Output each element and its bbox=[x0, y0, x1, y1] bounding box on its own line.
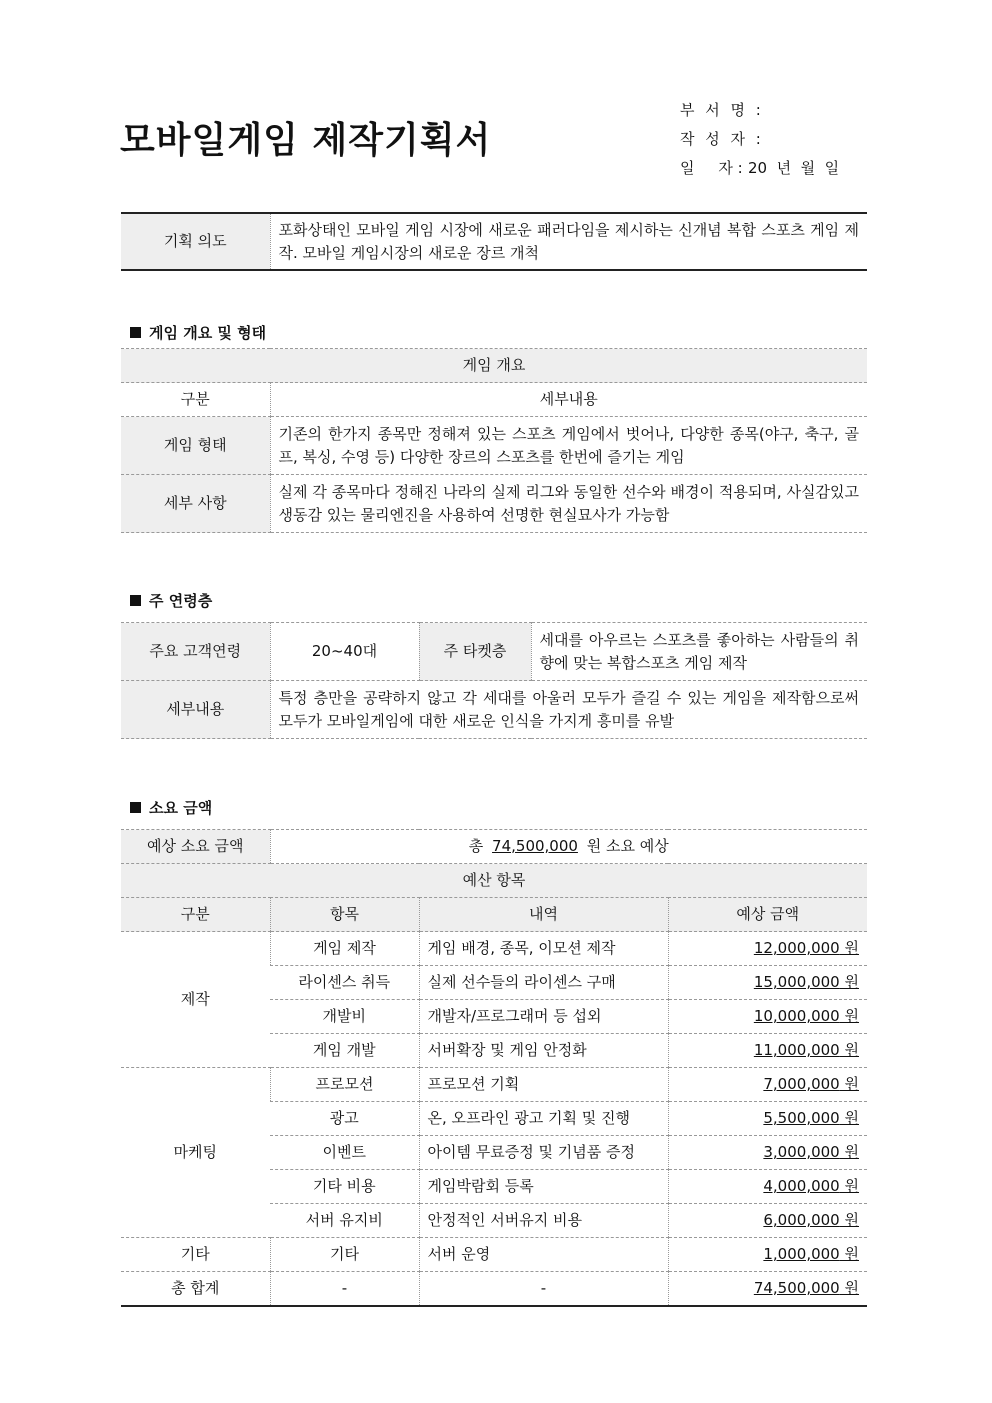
budget-item: 기타 bbox=[270, 1238, 419, 1272]
budget-amount: 12,000,000 원 bbox=[668, 932, 867, 966]
budget-amount: 1,000,000 원 bbox=[668, 1238, 867, 1272]
total-label: 총 합계 bbox=[121, 1272, 270, 1306]
overview-row-label: 세부 사항 bbox=[121, 475, 270, 533]
total-detail: - bbox=[419, 1272, 668, 1306]
table-row bbox=[121, 932, 867, 966]
page-title: 모바일게임 제작기획서 bbox=[120, 120, 492, 161]
budget-title: 예산 항목 bbox=[121, 864, 867, 898]
intent-text: 포화상태인 모바일 게임 시장에 새로운 패러다임을 제시하는 신개념 복합 스포츠 게임 제작. 모바일 게임시장의 새로운 장르 개척 bbox=[270, 213, 867, 270]
main-age-label: 주요 고객연령 bbox=[121, 623, 270, 681]
budget-detail: 온, 오프라인 광고 기획 및 진행 bbox=[419, 1102, 668, 1136]
square-bullet-icon bbox=[130, 595, 141, 606]
budget-item: 광고 bbox=[270, 1102, 419, 1136]
main-age-value: 20~40대 bbox=[270, 623, 419, 681]
budget-item: 게임 개발 bbox=[270, 1034, 419, 1068]
budget-item: 개발비 bbox=[270, 1000, 419, 1034]
target-text: 세대를 아우르는 스포츠를 좋아하는 사람들의 취향에 맞는 복합스포츠 게임 제작 bbox=[531, 623, 867, 681]
budget-col-detail: 내역 bbox=[419, 898, 668, 932]
age-table bbox=[121, 622, 867, 739]
budget-item: 이벤트 bbox=[270, 1136, 419, 1170]
dept-label: 부 서 명 : bbox=[680, 101, 764, 119]
section-cost-heading: 소요 금액 bbox=[130, 797, 212, 818]
overview-row-text: 실제 각 종목마다 정해진 나라의 실제 리그와 동일한 선수와 배경이 적용되며, 사실감있고 생동감 있는 물리엔진을 사용하여 선명한 현실묘사가 가능함 bbox=[270, 475, 867, 533]
section-age-heading: 주 연령층 bbox=[130, 590, 212, 611]
square-bullet-icon bbox=[130, 327, 141, 338]
overview-row-text: 기존의 한가지 종목만 정해져 있는 스포츠 게임에서 벗어나, 다양한 종목(야구, 축구, 골프, 복싱, 수영 등) 다양한 장르의 스포츠를 한번에 즐기는 게임 bbox=[270, 417, 867, 475]
total-amount: 74,500,000 원 bbox=[668, 1272, 867, 1306]
budget-item: 프로모션 bbox=[270, 1068, 419, 1102]
budget-amount: 15,000,000 원 bbox=[668, 966, 867, 1000]
expected-cost-amount: 74,500,000 bbox=[492, 837, 578, 855]
budget-item: 게임 제작 bbox=[270, 932, 419, 966]
author-label: 작 성 자 : bbox=[680, 130, 764, 148]
budget-amount: 10,000,000 원 bbox=[668, 1000, 867, 1034]
budget-amount: 6,000,000 원 bbox=[668, 1204, 867, 1238]
budget-col-amount: 예상 금액 bbox=[668, 898, 867, 932]
budget-item: 라이센스 취득 bbox=[270, 966, 419, 1000]
square-bullet-icon bbox=[130, 802, 141, 813]
overview-col-detail: 세부내용 bbox=[270, 383, 867, 417]
date-value[interactable]: 20 년 월 일 bbox=[748, 159, 840, 177]
budget-amount: 3,000,000 원 bbox=[668, 1136, 867, 1170]
cost-table bbox=[121, 829, 867, 1307]
budget-detail: 개발자/프로그래머 등 섭외 bbox=[419, 1000, 668, 1034]
budget-group-label: 마케팅 bbox=[121, 1068, 270, 1238]
age-detail-label: 세부내용 bbox=[121, 681, 270, 739]
budget-detail: 서버확장 및 게임 안정화 bbox=[419, 1034, 668, 1068]
budget-item: 서버 유지비 bbox=[270, 1204, 419, 1238]
budget-amount: 4,000,000 원 bbox=[668, 1170, 867, 1204]
budget-detail: 서버 운영 bbox=[419, 1238, 668, 1272]
document-meta bbox=[680, 96, 839, 183]
intent-table bbox=[121, 212, 867, 271]
total-row bbox=[121, 1272, 867, 1306]
budget-item: 기타 비용 bbox=[270, 1170, 419, 1204]
target-label: 주 타켓층 bbox=[419, 623, 531, 681]
overview-col-category: 구분 bbox=[121, 383, 270, 417]
overview-row-label: 게임 형태 bbox=[121, 417, 270, 475]
budget-amount: 11,000,000 원 bbox=[668, 1034, 867, 1068]
intent-label: 기획 의도 bbox=[121, 213, 270, 270]
budget-detail: 게임 배경, 종목, 이모션 제작 bbox=[419, 932, 668, 966]
expected-cost-label: 예상 소요 금액 bbox=[121, 830, 270, 864]
budget-detail: 게임박람회 등록 bbox=[419, 1170, 668, 1204]
budget-group-label: 제작 bbox=[121, 932, 270, 1068]
budget-amount: 5,500,000 원 bbox=[668, 1102, 867, 1136]
total-item: - bbox=[270, 1272, 419, 1306]
age-detail-text: 특정 층만을 공략하지 않고 각 세대를 아울러 모두가 즐길 수 있는 게임을 제작함으로써 모두가 모바일게임에 대한 새로운 인식을 가지게 흥미를 유발 bbox=[270, 681, 867, 739]
budget-group-label: 기타 bbox=[121, 1238, 270, 1272]
budget-col-item: 항목 bbox=[270, 898, 419, 932]
budget-detail: 아이템 무료증정 및 기념품 증정 bbox=[419, 1136, 668, 1170]
expected-cost-value: 총 74,500,000 원 소요 예상 bbox=[270, 830, 867, 864]
overview-table-title: 게임 개요 bbox=[121, 349, 867, 383]
budget-detail: 프로모션 기획 bbox=[419, 1068, 668, 1102]
section-overview-heading: 게임 개요 및 형태 bbox=[130, 322, 266, 343]
budget-detail: 실제 선수들의 라이센스 구매 bbox=[419, 966, 668, 1000]
date-label: 일 자 : bbox=[680, 159, 743, 177]
overview-table bbox=[121, 348, 867, 533]
budget-col-category: 구분 bbox=[121, 898, 270, 932]
budget-amount: 7,000,000 원 bbox=[668, 1068, 867, 1102]
table-row bbox=[121, 1068, 867, 1102]
table-row bbox=[121, 1238, 867, 1272]
budget-detail: 안정적인 서버유지 비용 bbox=[419, 1204, 668, 1238]
